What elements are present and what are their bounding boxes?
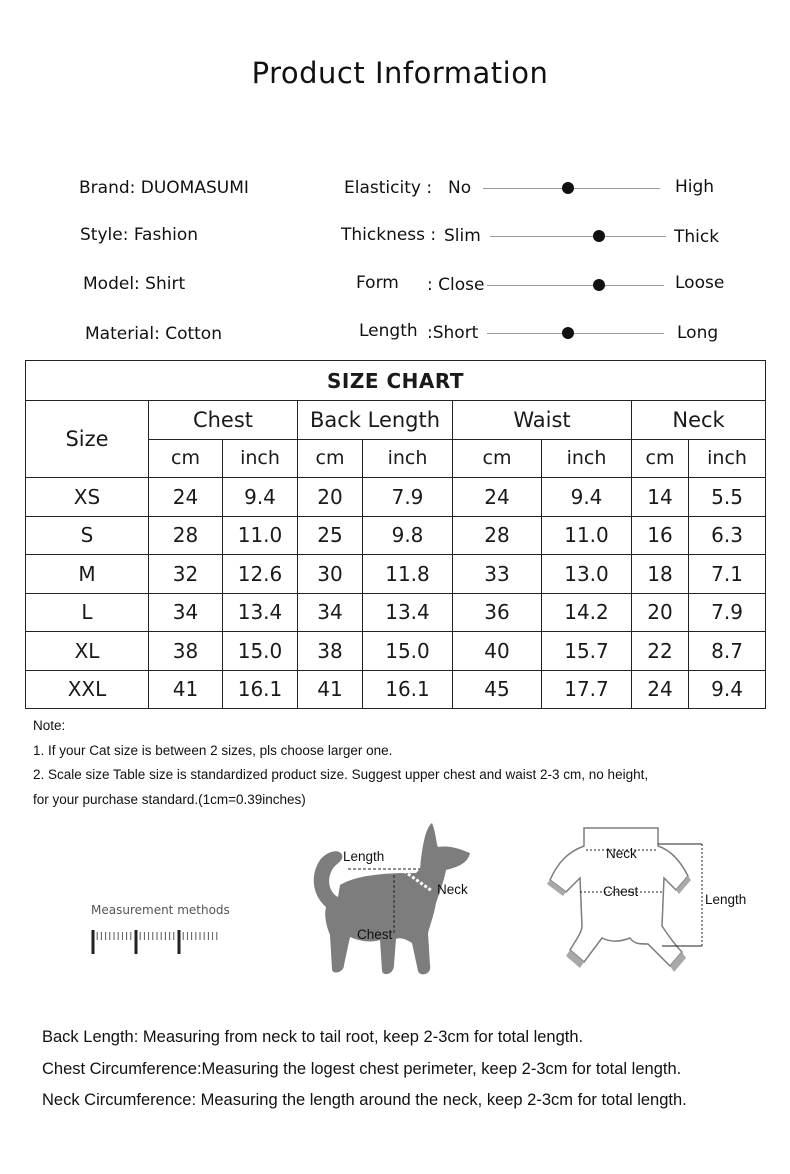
table-cell: 38 (298, 632, 363, 671)
unit-cell: cm (149, 439, 223, 478)
scale-label: Thickness : (341, 225, 437, 245)
scale-min-label: Slim (444, 226, 481, 246)
table-cell: 5.5 (689, 478, 766, 517)
table-cell: 16 (632, 516, 689, 555)
brand-text: Brand: DUOMASUMI (79, 178, 249, 198)
unit-cell: inch (542, 439, 632, 478)
chest-header: Chest (149, 401, 298, 440)
table-row (26, 516, 766, 555)
measurement-definitions (42, 1022, 687, 1117)
shirt-neck-label: Neck (606, 846, 637, 861)
size-cell: XL (26, 632, 149, 671)
table-cell: 36 (453, 593, 542, 632)
scale-track (487, 285, 664, 286)
scale-max-label: High (675, 177, 715, 197)
scale-label: Length (359, 321, 418, 341)
unit-cell: cm (298, 439, 363, 478)
scale-min-label: : Close (427, 275, 485, 295)
dog-length-label: Length (343, 849, 385, 864)
table-cell: 16.1 (363, 670, 453, 709)
table-cell: 34 (149, 593, 223, 632)
table-cell: 28 (149, 516, 223, 555)
table-cell: 38 (149, 632, 223, 671)
table-cell: 18 (632, 555, 689, 594)
model-text: Model: Shirt (83, 274, 186, 294)
table-cell: 14 (632, 478, 689, 517)
ruler-icon (91, 926, 221, 956)
table-cell: 7.1 (689, 555, 766, 594)
table-row (26, 478, 766, 517)
table-cell: 20 (298, 478, 363, 517)
scale-min-label: :Short (427, 323, 479, 343)
table-cell: 40 (453, 632, 542, 671)
table-cell: 15.0 (223, 632, 298, 671)
table-cell: 33 (453, 555, 542, 594)
scale-max-label: Thick (674, 227, 720, 247)
table-cell: 12.6 (223, 555, 298, 594)
table-cell: 28 (453, 516, 542, 555)
size-cell: XXL (26, 670, 149, 709)
table-cell: 17.7 (542, 670, 632, 709)
table-cell: 24 (632, 670, 689, 709)
material-text: Material: Cotton (85, 324, 222, 344)
size-cell: L (26, 593, 149, 632)
unit-cell: inch (223, 439, 298, 478)
neck-definition: Neck Circumference: Measuring the length around the neck, keep 2-3cm for total length. (42, 1091, 687, 1109)
scale-track (487, 333, 664, 334)
dog-silhouette-icon (300, 815, 490, 985)
table-cell: 32 (149, 555, 223, 594)
unit-cell: inch (689, 439, 766, 478)
table-cell: 7.9 (363, 478, 453, 517)
table-cell: 9.4 (223, 478, 298, 517)
scale-max-label: Long (677, 323, 719, 343)
scale-track (490, 236, 666, 237)
back-length-header: Back Length (298, 401, 453, 440)
page-title: Product Information (251, 56, 549, 90)
table-cell: 22 (632, 632, 689, 671)
size-cell: S (26, 516, 149, 555)
scale-label: Elasticity : (344, 178, 433, 198)
table-cell: 15.7 (542, 632, 632, 671)
neck-header: Neck (632, 401, 766, 440)
table-cell: 24 (149, 478, 223, 517)
table-row (26, 555, 766, 594)
dog-neck-label: Neck (437, 882, 468, 897)
back-length-definition: Back Length: Measuring from neck to tail root, keep 2-3cm for total length. (42, 1028, 584, 1046)
shirt-chest-label: Chest (603, 884, 639, 899)
table-cell: 45 (453, 670, 542, 709)
size-header: Size (26, 401, 149, 478)
scale-min-label: No (448, 178, 472, 198)
scale-max-label: Loose (675, 273, 725, 293)
table-cell: 15.0 (363, 632, 453, 671)
table-cell: 13.0 (542, 555, 632, 594)
table-cell: 14.2 (542, 593, 632, 632)
table-cell: 9.8 (363, 516, 453, 555)
measurement-methods-label: Measurement methods (91, 903, 230, 917)
scale-indicator (562, 327, 574, 339)
table-cell: 9.4 (542, 478, 632, 517)
table-cell: 16.1 (223, 670, 298, 709)
note-heading: Note: (33, 718, 66, 733)
scale-label: Form (356, 273, 399, 293)
note-line: 1. If your Cat size is between 2 sizes, pls choose larger one. (33, 742, 393, 758)
table-row (26, 632, 766, 671)
waist-header: Waist (453, 401, 632, 440)
table-cell: 34 (298, 593, 363, 632)
table-cell: 25 (298, 516, 363, 555)
table-cell: 6.3 (689, 516, 766, 555)
table-cell: 7.9 (689, 593, 766, 632)
table-cell: 13.4 (363, 593, 453, 632)
table-cell: 20 (632, 593, 689, 632)
size-chart-title: SIZE CHART (26, 361, 766, 401)
shirt-length-label: Length (705, 892, 747, 907)
table-cell: 11.8 (363, 555, 453, 594)
table-cell: 30 (298, 555, 363, 594)
note-line: 2. Scale size Table size is standardized product size. Suggest upper chest and waist 2-3 cm, no height, (33, 767, 649, 782)
table-cell: 11.0 (542, 516, 632, 555)
chest-definition: Chest Circumference:Measuring the logest chest perimeter, keep 2-3cm for total length. (42, 1059, 682, 1078)
scale-indicator (562, 182, 574, 194)
table-cell: 11.0 (223, 516, 298, 555)
table-cell: 24 (453, 478, 542, 517)
unit-cell: cm (453, 439, 542, 478)
table-cell: 8.7 (689, 632, 766, 671)
scale-indicator (593, 279, 605, 291)
note-line: for your purchase standard.(1cm=0.39inches) (33, 791, 306, 807)
size-cell: M (26, 555, 149, 594)
table-cell: 41 (149, 670, 223, 709)
size-chart-table (25, 360, 766, 709)
table-cell: 9.4 (689, 670, 766, 709)
table-cell: 13.4 (223, 593, 298, 632)
table-cell: 41 (298, 670, 363, 709)
style-text: Style: Fashion (80, 225, 198, 245)
size-cell: XS (26, 478, 149, 517)
dog-chest-label: Chest (357, 927, 393, 942)
table-row (26, 593, 766, 632)
unit-cell: inch (363, 439, 453, 478)
table-row (26, 670, 766, 709)
notes-section (33, 714, 648, 812)
unit-cell: cm (632, 439, 689, 478)
scale-indicator (593, 230, 605, 242)
